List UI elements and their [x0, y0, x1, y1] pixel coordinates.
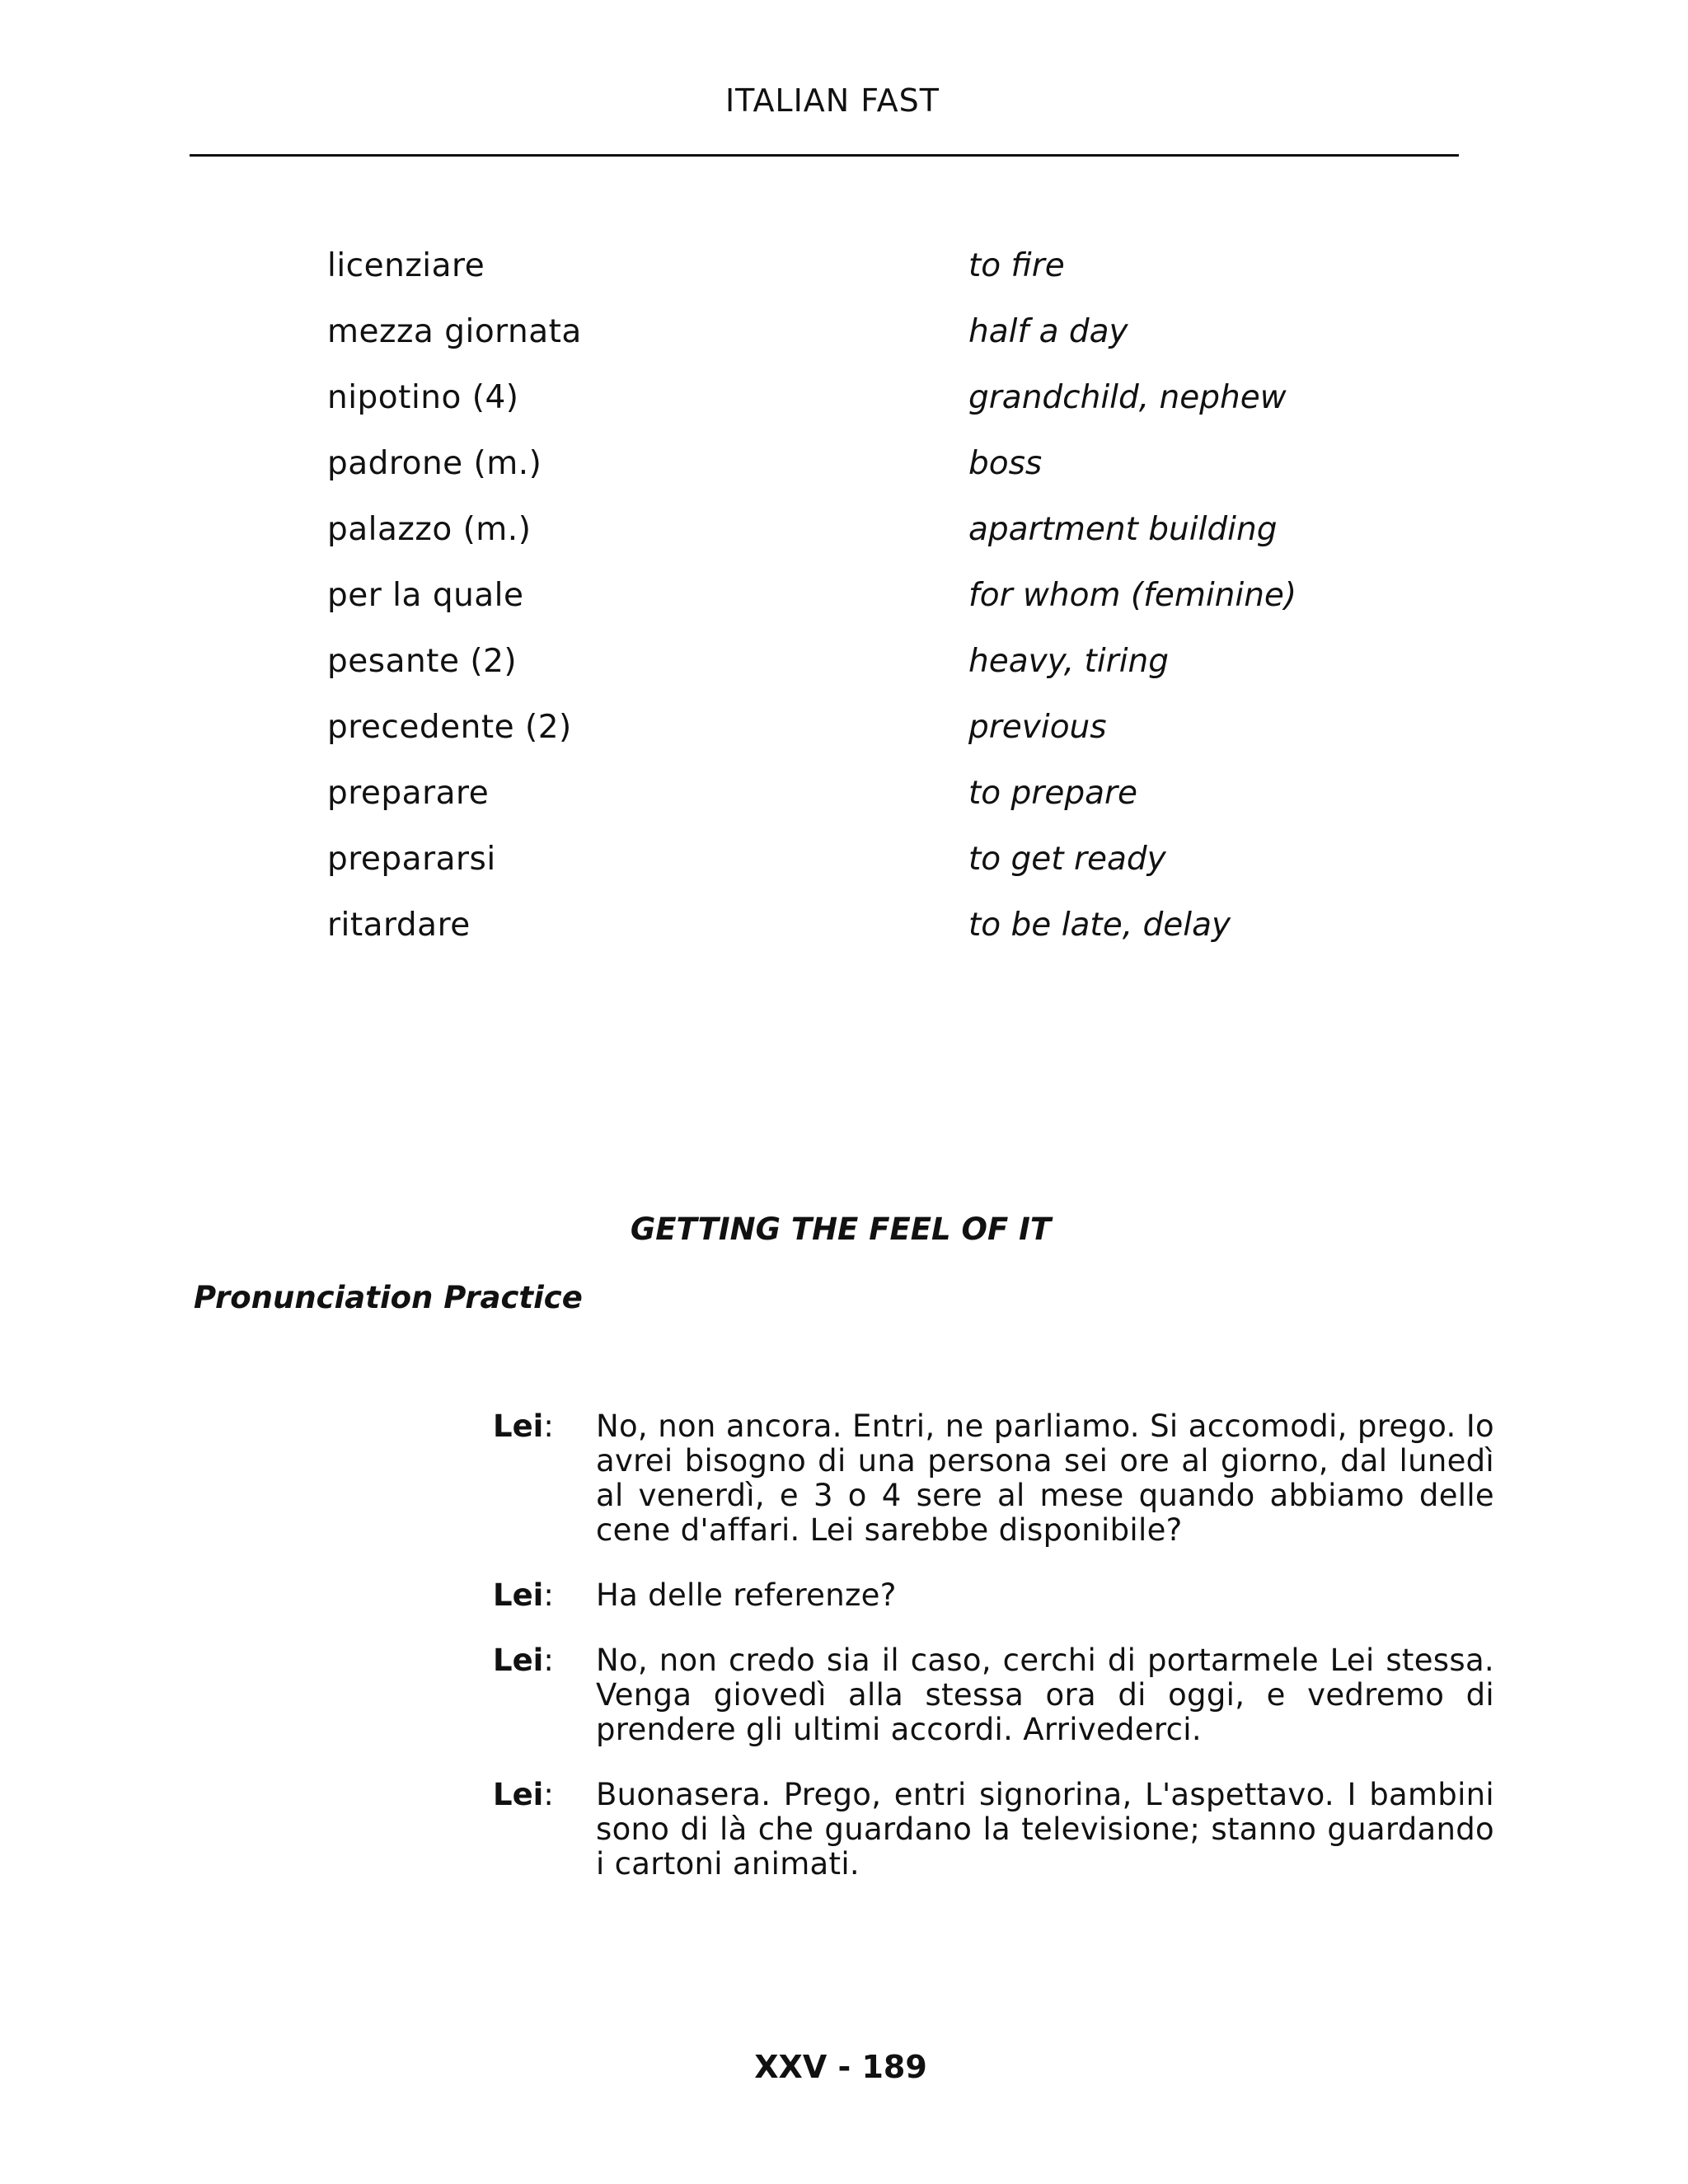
dialog-turn	[493, 1409, 1494, 1548]
header-rule	[190, 154, 1459, 157]
speaker-colon: :	[543, 1643, 554, 1678]
dialog	[493, 1409, 1494, 1912]
speaker-label	[493, 1578, 554, 1613]
vocab-italian: padrone (m.)	[327, 445, 542, 482]
vocab-italian: pesante (2)	[327, 643, 518, 680]
vocab-row	[327, 775, 1399, 841]
speaker-label	[493, 1643, 554, 1678]
speaker-name: Lei	[493, 1777, 544, 1812]
page-number: XXV - 189	[754, 2049, 927, 2085]
vocab-english: to fire	[968, 247, 1065, 284]
vocab-italian: prepararsi	[327, 841, 496, 878]
utterance-text: Buonasera. Prego, entri signorina, L'aspettavo. I bambini sono di là che guardano la televisione; stanno guardando i cartoni animati.	[596, 1777, 1494, 1882]
vocab-row	[327, 577, 1399, 643]
vocab-row	[327, 841, 1399, 907]
vocab-english: previous	[968, 709, 1107, 746]
speaker-colon: :	[543, 1777, 554, 1812]
section-title: GETTING THE FEEL OF IT	[630, 1212, 1052, 1247]
speaker-label	[493, 1409, 554, 1444]
subsection-title: Pronunciation Practice	[194, 1280, 583, 1315]
vocab-row	[327, 511, 1399, 577]
vocab-italian: nipotino (4)	[327, 379, 519, 416]
vocab-english: apartment building	[968, 511, 1278, 548]
vocab-english: grandchild, nephew	[968, 379, 1287, 416]
vocab-english: to be late, delay	[968, 907, 1231, 944]
vocab-italian: ritardare	[327, 907, 471, 944]
vocabulary-list	[327, 247, 1399, 972]
vocab-english: heavy, tiring	[968, 643, 1170, 680]
vocab-row	[327, 313, 1399, 379]
vocab-italian: per la quale	[327, 577, 524, 614]
vocab-row	[327, 247, 1399, 313]
speaker-colon: :	[543, 1408, 554, 1444]
vocab-english: half a day	[968, 313, 1128, 350]
speaker-name: Lei	[493, 1643, 544, 1678]
vocab-italian: preparare	[327, 775, 490, 812]
vocab-row	[327, 643, 1399, 709]
utterance-text: No, non credo sia il caso, cerchi di portarmele Lei stessa. Venga giovedì alla stessa ora di oggi, e vedremo di prendere gli ultimi accordi. Arrivederci.	[596, 1643, 1494, 1747]
speaker-name: Lei	[493, 1408, 544, 1444]
dialog-turn	[493, 1643, 1494, 1747]
utterance-text: No, non ancora. Entri, ne parliamo. Si accomodi, prego. Io avrei bisogno di una persona sei ore al giorno, dal lunedì al venerdì, e 3 o 4 sere al mese quando abbiamo delle cene d'affari. Lei sarebbe disponibile?	[596, 1408, 1494, 1548]
speaker-name: Lei	[493, 1577, 544, 1613]
vocab-italian: palazzo (m.)	[327, 511, 532, 548]
vocab-english: to get ready	[968, 841, 1166, 878]
vocab-italian: mezza giornata	[327, 313, 582, 350]
vocab-row	[327, 709, 1399, 775]
dialog-turn	[493, 1778, 1494, 1882]
vocab-italian: licenziare	[327, 247, 485, 284]
speaker-label	[493, 1778, 554, 1812]
speaker-colon: :	[543, 1577, 554, 1613]
dialog-turn	[493, 1578, 1494, 1613]
vocab-row	[327, 907, 1399, 972]
vocab-italian: precedente (2)	[327, 709, 572, 746]
vocab-english: for whom (feminine)	[968, 577, 1297, 614]
vocab-english: to prepare	[968, 775, 1138, 812]
running-head: ITALIAN FAST	[724, 82, 940, 119]
vocab-english: boss	[968, 445, 1043, 482]
vocab-row	[327, 445, 1399, 511]
utterance-text: Ha delle referenze?	[596, 1577, 897, 1613]
vocab-row	[327, 379, 1399, 445]
